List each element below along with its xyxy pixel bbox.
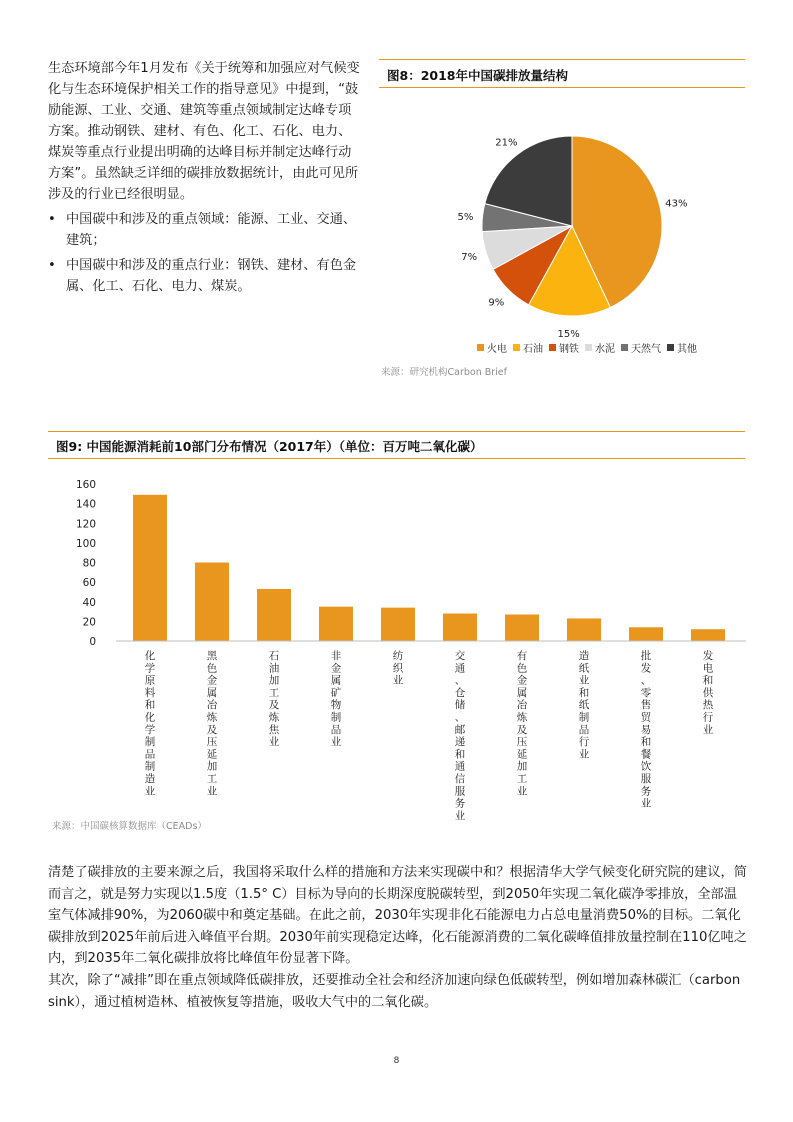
y-tick-label: 140 [75, 498, 96, 511]
y-tick-label: 40 [82, 596, 96, 609]
y-tick-label: 100 [75, 537, 96, 550]
body-paragraph-2: 其次，除了“减排”即在重点领域降低碳排放，还要推动全社会和经济加速向绿色低碳转型，例如增加森林碳汇（carbon sink），通过植树造林、植被恢复等措施，吸收大气中的二氧化碳。 [48, 973, 741, 1010]
x-tick-label: 非金属矿物制品业 [330, 650, 342, 749]
legend-swatch [585, 344, 592, 351]
legend-label: 其他 [677, 344, 697, 355]
bars [133, 495, 725, 641]
y-axis [76, 479, 96, 648]
figure8-title-rule [379, 87, 745, 88]
bar-7 [567, 618, 601, 641]
bullet-key-areas: • 中国碳中和涉及的重点领域：能源、工业、交通、建筑； [48, 209, 360, 251]
legend-swatch [667, 344, 674, 351]
intro-bullet-list [48, 209, 360, 297]
bar-9 [691, 629, 725, 641]
bullet-key-industries: • 中国碳中和涉及的重点行业：钢铁、建材、有色金属、化工、石化、电力、煤炭。 [48, 255, 360, 297]
x-tick-label: 批发、零售贸易和餐饮服务业 [640, 650, 652, 810]
legend-item [585, 340, 615, 355]
y-tick-label: 0 [89, 636, 96, 648]
x-tick-label: 化学原料和化学制品制造业 [144, 650, 156, 798]
x-tick-label: 交通、仓储、邮递和通信服务业 [454, 650, 466, 822]
body-paragraph-1: 清楚了碳排放的主要来源之后，我国将采取什么样的措施和方法来实现碳中和？根据清华大学气候变化研究院的建议，简而言之，就是努力实现以1.5度（1.5° C）目标为导向的长期深度脱碳转型，到2050年实现二氧化碳净零排放，全部温室气体减排90%，为2060碳中和奠定基础。在此之前，2030年实现非化石能源电力占总电量消费50%的目标。二氧化碳排放到2025年前后进入峰值平台期。2030年前实现稳定达峰，化石能源消费的二氧化碳峰值排放量控制在110亿吨之内，到2035年二氧化碳排放将比峰值年份显著下降。 [48, 865, 747, 966]
y-tick-label: 160 [75, 479, 96, 491]
intro-paragraph: 生态环境部今年1月发布《关于统筹和加强应对气候变化与生态环境保护相关工作的指导意见》中提到，“鼓励能源、工业、交通、建筑等重点领域制定达峰专项方案。推动钢铁、建材、有色、化工、石化、电力、煤炭等重点行业提出明确的达峰目标并制定达峰行动方案”。虽然缺乏详细的碳排放数据统计，由此可见所涉及的行业已经很明显。 [48, 61, 360, 202]
x-tick-label: 发电和供热行业 [702, 650, 714, 736]
pie-value-label: 5% [457, 211, 474, 223]
legend-label: 石油 [523, 344, 543, 355]
pie-value-label: 7% [461, 251, 478, 263]
bar-8 [629, 627, 663, 641]
figure9-title-rule [48, 458, 745, 459]
x-axis-labels [145, 649, 714, 822]
legend-label: 火电 [487, 344, 507, 355]
intro-text [48, 58, 360, 297]
pie-slices [482, 136, 662, 316]
bar-4 [381, 608, 415, 641]
legend-item [549, 340, 579, 355]
legend-label: 天然气 [631, 344, 661, 355]
y-tick-label: 60 [82, 577, 96, 590]
x-tick-label: 石油加工及炼焦业 [268, 650, 280, 749]
legend-swatch [477, 344, 484, 351]
x-tick-label: 黑色金属冶炼及压延加工业 [206, 650, 218, 798]
y-tick-label: 80 [82, 557, 96, 570]
x-tick-label: 有色金属冶炼及压延加工业 [516, 650, 528, 798]
x-tick-label: 纺织业 [392, 650, 404, 687]
legend-item [477, 340, 507, 355]
legend-swatch [549, 344, 556, 351]
figure8-source: 来源：研究机构Carbon Brief [381, 367, 507, 378]
legend-item [667, 340, 697, 355]
bar-2 [257, 589, 291, 641]
figure9-top-rule [48, 431, 745, 432]
figure8-pie-chart [379, 92, 745, 340]
x-tick-label: 造纸业和纸制品行业 [578, 650, 590, 761]
pie-value-label: 21% [495, 137, 518, 149]
figure9-title: 图9: 中国能源消耗前10部门分布情况（2017年）（单位：百万吨二氧化碳） [56, 439, 483, 454]
legend-label: 钢铁 [559, 344, 579, 355]
figure9-source: 来源：中国碳核算数据库（CEADs） [52, 821, 207, 832]
legend-item [621, 340, 661, 355]
figure8-title: 图8：2018年中国碳排放量结构 [387, 68, 568, 83]
y-tick-label: 20 [82, 616, 96, 629]
pie-value-label: 43% [665, 198, 688, 210]
bar-3 [319, 607, 353, 641]
bar-6 [505, 615, 539, 641]
figure9-bar-chart [48, 470, 745, 822]
y-tick-label: 120 [75, 518, 96, 531]
figure8-top-rule [379, 59, 745, 60]
pie-value-label: 9% [488, 297, 505, 309]
legend-label: 水泥 [595, 344, 615, 355]
bar-1 [195, 563, 229, 642]
legend-item [513, 340, 543, 355]
bar-0 [133, 495, 167, 641]
legend-swatch [621, 344, 628, 351]
figure8-legend [477, 340, 697, 355]
legend-swatch [513, 344, 520, 351]
pie-value-label: 15% [557, 328, 580, 340]
page-number: 8 [393, 1056, 400, 1066]
bar-5 [443, 614, 477, 641]
